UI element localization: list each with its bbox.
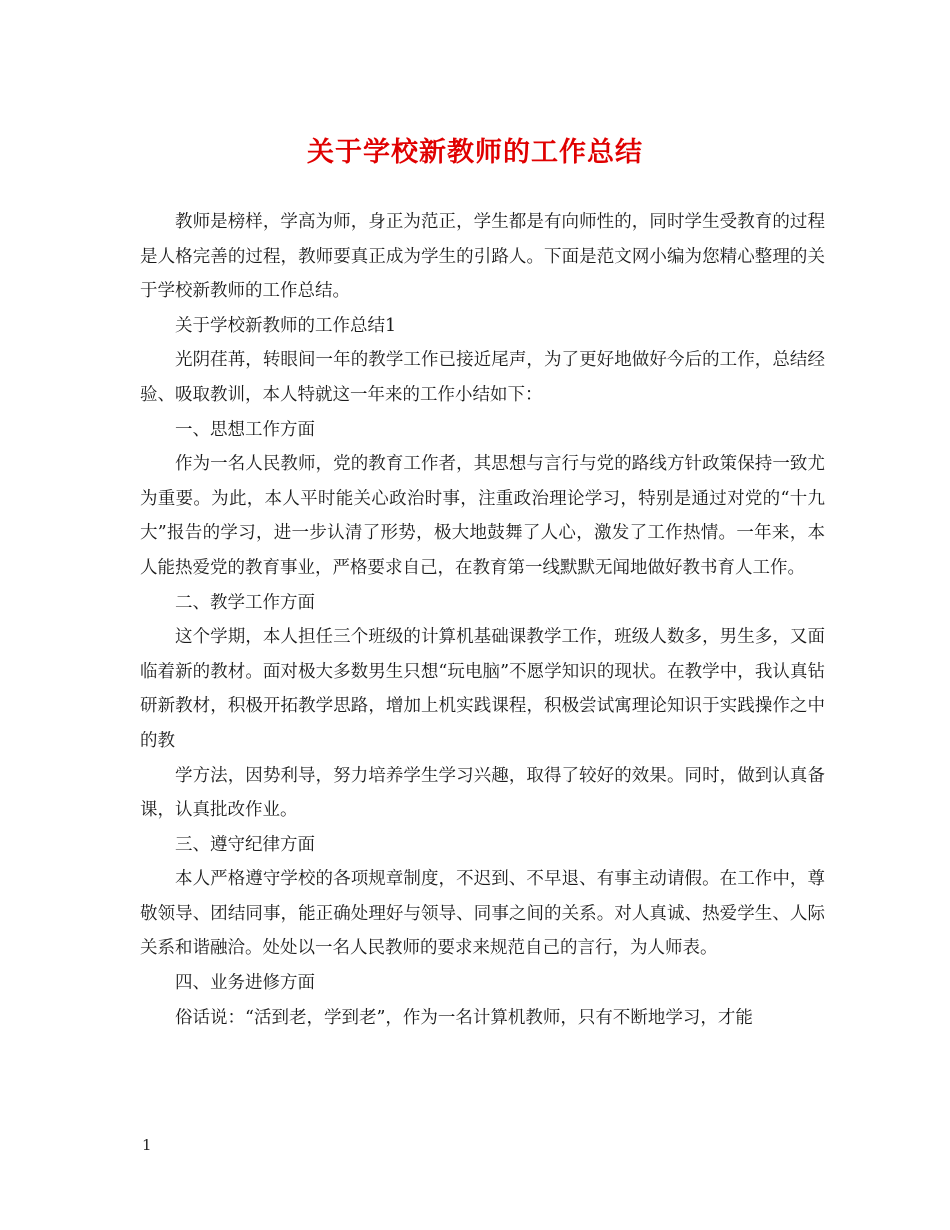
page-number: 1 <box>142 1136 152 1154</box>
body-paragraph: 作为一名人民教师，党的教育工作者，其思想与言行与党的路线方针政策保持一致尤为重要。为此，本人平时能关心政治时事，注重政治理论学习，特别是通过对党的“十九大”报告的学习，进一步认清了形势，极大地鼓舞了人心，激发了工作热情。一年来，本人能热爱党的教育事业，严格要求自己，在教育第一线默默无闻地做好教书育人工作。 <box>140 454 825 578</box>
section-heading: 四、业务进修方面 <box>175 973 315 994</box>
body-paragraph: 这个学期，本人担任三个班级的计算机基础课教学工作，班级人数多，男生多，又面临着新的教材。面对极大多数男生只想“玩电脑”不愿学知识的现状。在教学中，我认真钻研新教材，积极开拓教学思路，增加上机实践课程，积极尝试寓理论知识于实践操作之中的教 <box>140 627 825 751</box>
document-title: 关于学校新教师的工作总结 <box>307 137 643 168</box>
body-paragraph: 学方法，因势利导，努力培养学生学习兴趣，取得了较好的效果。同时，做到认真备课，认真批改作业。 <box>140 765 825 821</box>
section-heading: 关于学校新教师的工作总结1 <box>175 315 397 336</box>
body-paragraph: 本人严格遵守学校的各项规章制度，不迟到、不早退、有事主动请假。在工作中，尊敬领导、团结同事，能正确处理好与领导、同事之间的关系。对人真诚、热爱学生、人际关系和谐融洽。处处以一名人民教师的要求来规范自己的言行，为人师表。 <box>140 869 825 959</box>
intro-paragraph: 教师是榜样，学高为师，身正为范正，学生都是有向师性的，同时学生受教育的过程是人格完善的过程，教师要真正成为学生的引路人。下面是范文网小编为您精心整理的关于学校新教师的工作总结。 <box>140 212 825 302</box>
document-body <box>140 205 825 1035</box>
body-paragraph: 光阴荏苒，转眼间一年的教学工作已接近尾声，为了更好地做好今后的工作，总结经验、吸取教训，本人特就这一年来的工作小结如下： <box>140 350 825 405</box>
section-heading: 二、教学工作方面 <box>175 592 315 613</box>
body-paragraph: 俗话说：“活到老，学到老”，作为一名计算机教师，只有不断地学习，才能 <box>175 1007 753 1028</box>
section-heading: 一、思想工作方面 <box>175 419 315 440</box>
section-heading: 三、遵守纪律方面 <box>175 834 315 855</box>
